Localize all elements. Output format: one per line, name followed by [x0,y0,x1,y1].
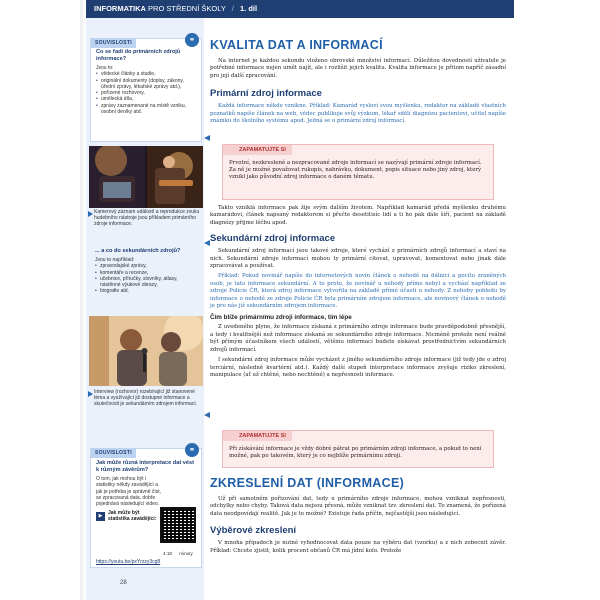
photo-caption: Kamerový záznam událostí a reprodukce zvuku hudebního nástroje jsou příkladem primárního zdroje informace. [94,209,200,228]
caption-arrow-icon [88,211,93,217]
list-item: • zpravodajské zprávy, [95,263,198,269]
duration-unit: minuty [179,551,193,556]
context-tag: SOUVISLOSTI [91,448,136,458]
qr-code[interactable] [160,507,196,543]
video-title: Jak může být statistika zavádějící: [108,510,157,523]
secondary-paragraph: Sekundární zdroj informací jsou takové zdroje, které vychází z primárních zdrojů informací a staví na nich. Sekundární zdroje informací mohou ty primární citovat, upravovat, komentovat nebo jinak dále zpracovávat a používat. [210,248,506,270]
primary-sources-list [96,71,197,115]
header-part: 1. díl [239,4,258,13]
heading-primary: Primární zdroj informace [210,88,322,100]
video-row [96,510,162,522]
list-item: • umělecká díla, [96,96,197,102]
heading-closer: Čím blíže primárnímu zdroji informace, tím lépe [210,314,352,322]
photo-caption: Interview (rozhovor) rozebírající již stanovené téma a využívající již dostupné informace a skutečnosti je sekundárním zdrojem informací. [94,389,198,408]
main-content-3 [210,476,506,555]
header-book: INFORMATIKA [94,4,146,13]
concert-photo [89,146,203,208]
list-item: • pořízené rozhovory, [96,90,197,96]
list-item: • učebnice, příručky, slovníky, atlasy, nástěnné výukové obrazy, [95,276,198,289]
remember-box-2 [222,430,494,468]
list-item: • originální dokumenty (doplsy, zákony, úřední zprávy, lékařské zprávy atd.), [96,78,197,91]
context-box-secondary [90,245,202,313]
video-url[interactable]: https://youtu.be/pxYrzzy3cg8 [96,559,161,565]
main-content [210,28,506,125]
heading-secondary: Sekundární zdroj informace [210,233,336,245]
interview-photo [89,316,203,386]
list-item: • biografie atd. [95,288,198,294]
section-title-2: ZKRESLENÍ DAT (INFORMACE) [210,476,405,490]
header-separator: / [231,4,234,13]
remember-tag: ZAPAMATUJTE SI [223,431,292,441]
remember-tag: ZAPAMATUJTE SI [223,145,292,155]
list-item: • vědecké články a studie, [96,71,197,77]
main-content-2 [210,205,506,379]
list-item: • zprávy zaznamenané na místě vzniku, osobní deníky atd. [96,103,197,116]
box-intro: Jsou to například: [95,257,135,263]
video-duration [163,551,193,556]
margin-marker-icon [204,240,210,246]
context-box-primary [90,35,202,142]
box-text: O tom, jak mohou být i statistiky někdy zavádějící a jak je potřeba je správně číst, se zpracovaná data, dobře pojednává následující video. [96,476,162,508]
box-question: Jak může různá interpretace dat vést k různým závěrům? [96,460,194,473]
page-number: 28 [120,580,127,586]
duration-value: 4:18 [163,551,172,556]
secondary-sources-list [95,263,198,294]
primary-paragraph: Každá informace někde vznikne. Příklad: Kamarád vysloví svou myšlenku, redaktor na základě vlastních poznatků napíše článek na web, vědec publikuje svůj výzkum, lékař sdělí diagnózu pacientovi, učitel napíše známku do školního systému apod. Jedná se o primární zdroj informací. [210,103,506,125]
list-item: • komentáře a recenze, [95,270,198,276]
remember-text: Při získávání informace je vždy dobré pátrat po primárním zdroji informace, a pokud to není možné, pak po takovém, který je co nejblíže primárnímu zdroji. [229,446,482,460]
remember-text: Prvotní, nezkreslené a nezpracované zdroje informací se nazývají primární zdroje informací. Za ně je možné považovat rukopis, nahrávku, dokument, popis situace nebo jiný zdroj, který vznikl jako původní zdroj informace o daném tématu. [229,160,482,181]
remember-box-1 [222,144,494,200]
heading-selective: Výběrové zkreslení [210,525,297,537]
closer-paragraph-1: Z uvedeného plyne, že informace získaná z primárního zdroje informace bude pravděpodobně přesnější, a tedy i kvalitnější než informace získaná ze sekundárního zdroje informace. Nicméně protože není reálné být přímým účastníkem všech událostí, většinu informací budete získávat prostřednictvím sekundárních zdrojů informací. [210,324,506,353]
distortion-paragraph: Už při samotném pořizování dat, tedy u primárního zdroje informace, mohou vzniknat nepřesnosti, odchylky nebo chyby. Taková data nejsou přesná, může vzniknat tzv. zkreslení dat. To znamená, že pořízená data neodpovídají realitě. Jak je to možné? Existuje řada příčin, nejčastější jsou následující. [210,496,506,517]
running-header [86,0,514,18]
box-intro: Jsou to: [96,65,114,71]
secondary-example: Příklad: Pokud novinář napíše do internetových novin článek o nehodě na dálnici a pocítu zraněných osob, je tato informace sekundární. A to proto, že novinář u nehody přímo nebyl a vychází například ze zdroje Policie ČR, která zdroj informace vytvořila na základě přímé účasti u nehody. Z nehoby pobledu by informace o nehodě ze zdroje Policie ČR byla primárním zdrojem informace, ale novinový článek o nehodě je pro nás již sekundárním zdrojem informace. [210,273,506,310]
margin-marker-icon [204,412,210,418]
link-icon: ⚭ [185,33,199,47]
margin-marker-icon [204,135,210,141]
primary-paragraph-2: Takto vzniklá informace pak žije svým dalším životem. Například kamarád předá myšlenku druhému kamarádovi, článek napsaný redaktorem si přečte desetitisíc lidí a ti ho pak dále šíří, pacient na základě diagnózy přijme léčbu apod. [210,205,506,226]
section-title: KVALITA DAT A INFORMACÍ [210,38,383,52]
closer-paragraph-2: I sekundární zdroj informace může vycházet z jiného sekundárního zdroje informace (již tedy jde o zdroj terciární, následně kvartérní atd.). Každý další stupeň interpretace informace zvyšuje riziko zkreslení, manipulace (ať už chtěné, nebo nechtěné) a nepřesnosti informace. [210,357,506,378]
selective-paragraph: V mnoha případech je nutné vyhodnocovat data pouze na výběru dat (vzorku) a z nich zobecnit závěr. Příklad: Chcete zjistit, kolik procent občanů ČR má jídní kolo. Protože [210,540,506,554]
link-icon: ⚭ [185,443,199,457]
box-question: ... a co do sekundárních zdrojů? [95,248,181,254]
header-series: PRO STŘEDNÍ ŠKOLY [148,4,226,13]
context-tag: SOUVISLOSTI [91,38,136,48]
play-icon: ▶ [96,512,105,521]
box-question: Co se řadí do primárních zdrojů informace? [96,49,181,62]
intro-paragraph: Na internet je každou sekundu vloženo obrovské množství informací. Důležitou dovedností uživatele je potřebné informace nejen umět najít, ale i rozlišit jejich kvalitu. Kvalita informace je přitom napříč zásadní pro její další zpracování. [210,58,506,79]
caption-arrow-icon [88,391,93,397]
